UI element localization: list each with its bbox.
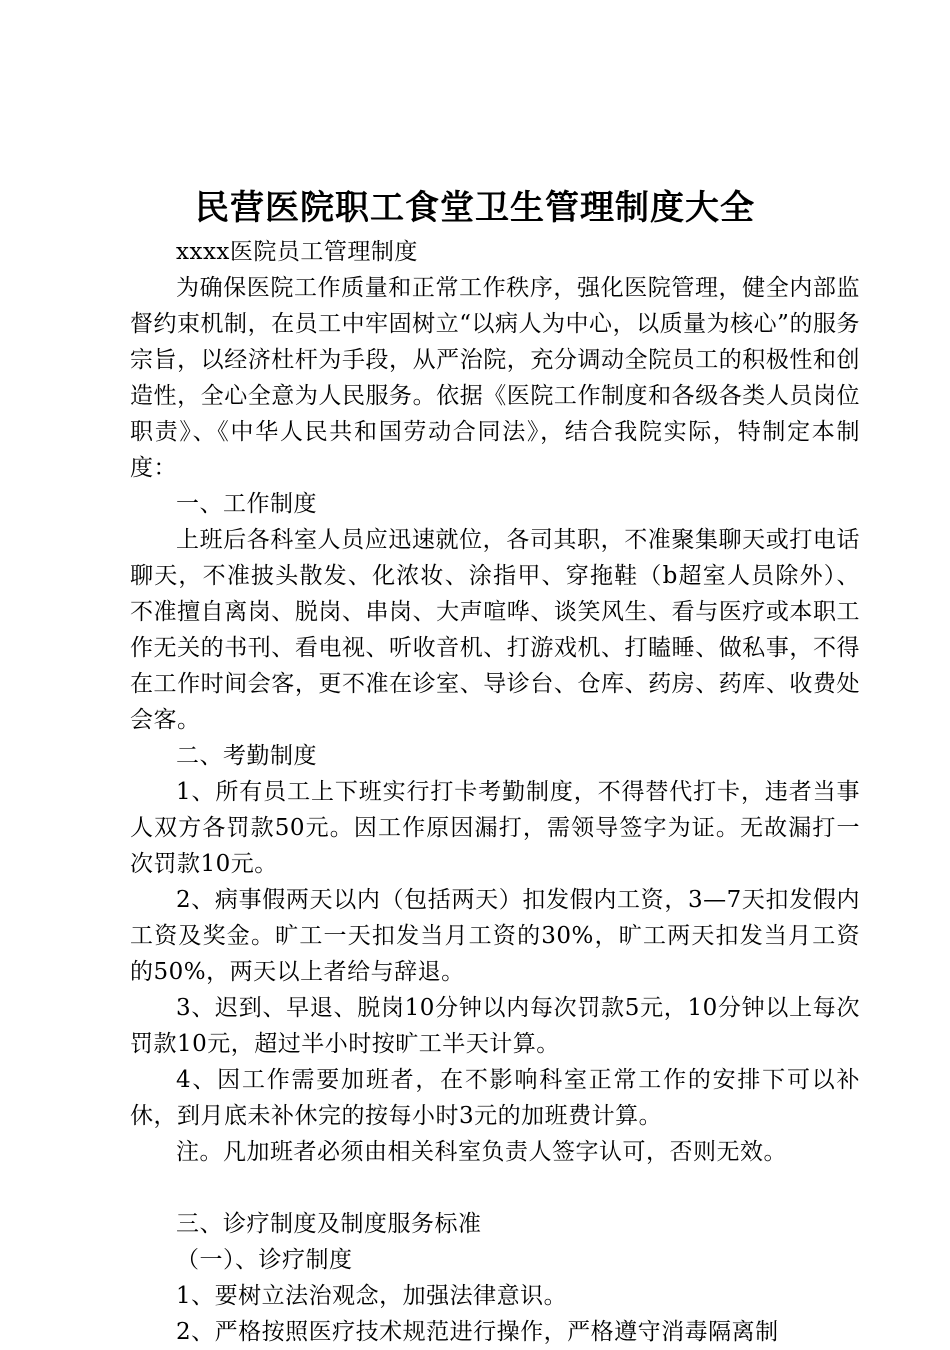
paragraph-attendance-1: 1、所有员工上下班实行打卡考勤制度，不得替代打卡，违者当事人双方各罚款50元。因工作原因漏打，需领导签字为证。无故漏打一次罚款10元。 [130, 779, 860, 877]
paragraph-work-rules: 上班后各科室人员应迅速就位，各司其职，不准聚集聊天或打电话聊天，不准披头散发、化浓妆、涂指甲、穿拖鞋（b超室人员除外）、不准擅自离岗、脱岗、串岗、大声喧哗、谈笑风生、看与医疗或本职工作无关的书刊、看电视、听收音机、打游戏机、打瞌睡、做私事，不得在工作时间会客，更不准在诊室、导诊台、仓库、药房、药库、收费处会客。 [130, 527, 860, 733]
paragraph-attendance-4: 4、因工作需要加班者，在不影响科室正常工作的安排下可以补休，到月底未补休完的按每小时3元的加班费计算。 [130, 1067, 860, 1129]
subsection-heading-diagnosis-rules: （一）、诊疗制度 [176, 1247, 353, 1273]
paragraph-attendance-note: 注。凡加班者必须由相关科室负责人签字认可，否则无效。 [176, 1139, 787, 1165]
document-body [130, 234, 860, 1350]
paragraph-subtitle: xxxx医院员工管理制度 [176, 239, 418, 265]
document-title: 民营医院职工食堂卫生管理制度大全 [195, 188, 755, 228]
paragraph-intro: 为确保医院工作质量和正常工作秩序，强化医院管理，健全内部监督约束机制，在员工中牢固树立“以病人为中心，以质量为核心”的服务宗旨，以经济杜杆为手段，从严治院，充分调动全院员工的积极性和创造性，全心全意为人民服务。依据《医院工作制度和各级各类人员岗位职责》、《中华人民共和国劳动合同法》，结合我院实际，特制定本制度： [130, 275, 860, 481]
section-heading-work-rules: 一、工作制度 [176, 491, 317, 517]
paragraph-attendance-3: 3、迟到、早退、脱岗10分钟以内每次罚款5元，10分钟以上每次罚款10元，超过半小时按旷工半天计算。 [130, 995, 860, 1057]
paragraph-attendance-2: 2、病事假两天以内（包括两天）扣发假内工资，3—7天扣发假内工资及奖金。旷工一天扣发当月工资的30%，旷工两天扣发当月工资的50%，两天以上者给与辞退。 [130, 887, 860, 985]
section-heading-attendance: 二、考勤制度 [176, 743, 317, 769]
paragraph-diagnosis-2: 2、严格按照医疗技术规范进行操作，严格遵守消毒隔离制 [176, 1319, 779, 1345]
section-heading-diagnosis: 三、诊疗制度及制度服务标准 [176, 1211, 482, 1237]
paragraph-diagnosis-1: 1、要树立法治观念，加强法律意识。 [176, 1283, 568, 1309]
blank-line [130, 1170, 860, 1206]
